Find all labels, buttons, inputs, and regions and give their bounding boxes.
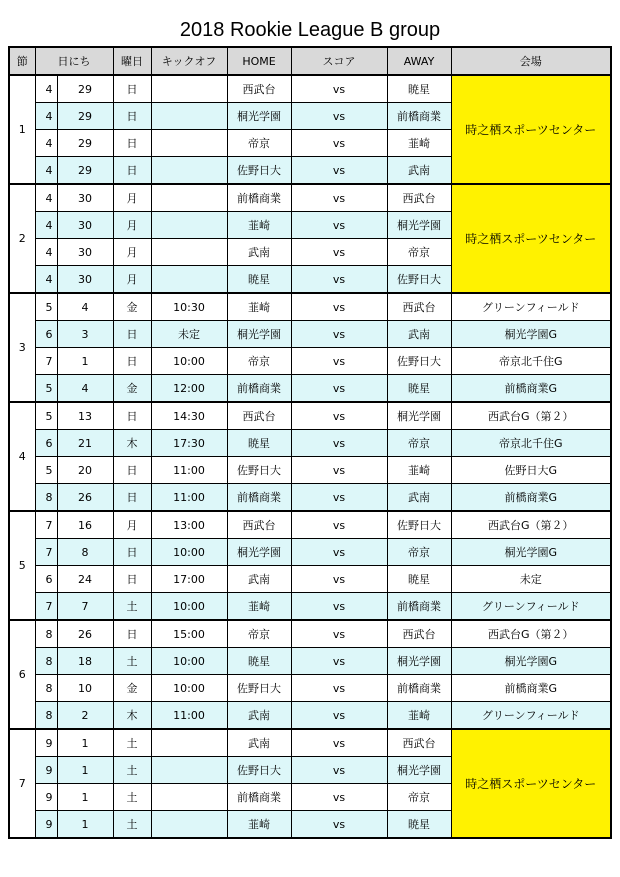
away-team: 帝京 (387, 539, 451, 566)
table-row (9, 375, 611, 403)
match-kickoff: 10:00 (151, 648, 227, 675)
away-team: 帝京 (387, 430, 451, 457)
away-team: 暁星 (387, 811, 451, 839)
home-team: 佐野日大 (227, 157, 291, 185)
match-month: 9 (35, 811, 57, 839)
table-row (9, 457, 611, 484)
venue: 前橋商業G (451, 484, 611, 512)
match-month: 4 (35, 103, 57, 130)
table-row (9, 511, 611, 539)
away-team: 武南 (387, 157, 451, 185)
match-weekday: 土 (113, 784, 151, 811)
venue-merged: 時之栖スポーツセンター (451, 184, 611, 293)
home-team: 桐光学園 (227, 321, 291, 348)
match-kickoff: 15:00 (151, 620, 227, 648)
match-month: 7 (35, 593, 57, 621)
home-team: 前橋商業 (227, 184, 291, 212)
schedule-table (8, 46, 612, 839)
match-day: 26 (57, 484, 113, 512)
match-kickoff (151, 184, 227, 212)
away-team: 佐野日大 (387, 511, 451, 539)
match-kickoff (151, 811, 227, 839)
match-kickoff: 未定 (151, 321, 227, 348)
venue: 西武台G（第２） (451, 511, 611, 539)
away-team: 桐光学園 (387, 757, 451, 784)
match-month: 4 (35, 239, 57, 266)
away-team: 桐光学園 (387, 648, 451, 675)
home-team: 西武台 (227, 402, 291, 430)
match-weekday: 月 (113, 184, 151, 212)
table-row (9, 321, 611, 348)
match-weekday: 金 (113, 675, 151, 702)
match-month: 6 (35, 566, 57, 593)
match-month: 8 (35, 484, 57, 512)
page-title: 2018 Rookie League B group (179, 19, 441, 41)
home-team: 前橋商業 (227, 484, 291, 512)
match-month: 4 (35, 75, 57, 103)
header-weekday: 曜日 (113, 47, 151, 75)
match-month: 6 (35, 321, 57, 348)
match-day: 18 (57, 648, 113, 675)
away-team: 武南 (387, 321, 451, 348)
away-team: 佐野日大 (387, 348, 451, 375)
match-day: 4 (57, 375, 113, 403)
score-vs: vs (291, 293, 387, 321)
venue: 帝京北千住G (451, 430, 611, 457)
score-vs: vs (291, 593, 387, 621)
home-team: 武南 (227, 729, 291, 757)
away-team: 前橋商業 (387, 103, 451, 130)
venue: 桐光学園G (451, 539, 611, 566)
score-vs: vs (291, 648, 387, 675)
match-month: 8 (35, 675, 57, 702)
match-weekday: 土 (113, 811, 151, 839)
match-day: 1 (57, 729, 113, 757)
home-team: 桐光学園 (227, 103, 291, 130)
header-venue: 会場 (451, 47, 611, 75)
home-team: 佐野日大 (227, 675, 291, 702)
match-day: 1 (57, 348, 113, 375)
score-vs: vs (291, 239, 387, 266)
match-kickoff (151, 130, 227, 157)
round-number: 1 (9, 75, 35, 184)
home-team: 韮崎 (227, 293, 291, 321)
match-month: 6 (35, 430, 57, 457)
match-day: 2 (57, 702, 113, 730)
match-month: 7 (35, 348, 57, 375)
score-vs: vs (291, 757, 387, 784)
match-kickoff (151, 103, 227, 130)
score-vs: vs (291, 266, 387, 294)
header-score: スコア (291, 47, 387, 75)
match-kickoff (151, 729, 227, 757)
home-team: 前橋商業 (227, 784, 291, 811)
score-vs: vs (291, 375, 387, 403)
away-team: 暁星 (387, 566, 451, 593)
home-team: 西武台 (227, 75, 291, 103)
match-kickoff: 17:30 (151, 430, 227, 457)
score-vs: vs (291, 103, 387, 130)
match-day: 26 (57, 620, 113, 648)
round-number: 2 (9, 184, 35, 293)
table-row (9, 620, 611, 648)
match-day: 29 (57, 130, 113, 157)
table-row (9, 675, 611, 702)
match-month: 5 (35, 402, 57, 430)
match-weekday: 金 (113, 375, 151, 403)
table-row (9, 348, 611, 375)
score-vs: vs (291, 620, 387, 648)
match-kickoff (151, 784, 227, 811)
match-day: 16 (57, 511, 113, 539)
venue: 未定 (451, 566, 611, 593)
away-team: 前橋商業 (387, 593, 451, 621)
away-team: 暁星 (387, 75, 451, 103)
home-team: 帝京 (227, 348, 291, 375)
venue: 前橋商業G (451, 375, 611, 403)
match-month: 5 (35, 293, 57, 321)
score-vs: vs (291, 457, 387, 484)
score-vs: vs (291, 675, 387, 702)
round-number: 3 (9, 293, 35, 402)
round-number: 4 (9, 402, 35, 511)
score-vs: vs (291, 702, 387, 730)
match-weekday: 木 (113, 430, 151, 457)
match-weekday: 日 (113, 348, 151, 375)
match-day: 1 (57, 811, 113, 839)
match-weekday: 日 (113, 620, 151, 648)
match-weekday: 日 (113, 539, 151, 566)
match-weekday: 木 (113, 702, 151, 730)
match-weekday: 金 (113, 293, 151, 321)
table-row (9, 402, 611, 430)
header-setsu: 節 (9, 47, 35, 75)
away-team: 西武台 (387, 293, 451, 321)
match-weekday: 土 (113, 648, 151, 675)
score-vs: vs (291, 75, 387, 103)
score-vs: vs (291, 566, 387, 593)
away-team: 佐野日大 (387, 266, 451, 294)
match-weekday: 日 (113, 566, 151, 593)
table-row (9, 702, 611, 730)
venue: グリーンフィールド (451, 293, 611, 321)
match-day: 3 (57, 321, 113, 348)
venue-merged: 時之栖スポーツセンター (451, 75, 611, 184)
match-weekday: 月 (113, 212, 151, 239)
venue: 西武台G（第２） (451, 620, 611, 648)
round-number: 7 (9, 729, 35, 838)
header-kickoff: キックオフ (151, 47, 227, 75)
score-vs: vs (291, 430, 387, 457)
match-kickoff (151, 75, 227, 103)
score-vs: vs (291, 729, 387, 757)
away-team: 前橋商業 (387, 675, 451, 702)
match-day: 29 (57, 157, 113, 185)
home-team: 暁星 (227, 648, 291, 675)
home-team: 韮崎 (227, 212, 291, 239)
match-kickoff: 10:00 (151, 675, 227, 702)
match-day: 24 (57, 566, 113, 593)
match-month: 7 (35, 511, 57, 539)
venue: 桐光学園G (451, 321, 611, 348)
match-kickoff: 10:00 (151, 593, 227, 621)
table-row (9, 293, 611, 321)
venue: 佐野日大G (451, 457, 611, 484)
match-kickoff: 10:30 (151, 293, 227, 321)
match-kickoff: 17:00 (151, 566, 227, 593)
match-day: 4 (57, 293, 113, 321)
table-row (9, 484, 611, 512)
venue: 桐光学園G (451, 648, 611, 675)
match-weekday: 日 (113, 157, 151, 185)
away-team: 西武台 (387, 184, 451, 212)
away-team: 武南 (387, 484, 451, 512)
match-day: 30 (57, 212, 113, 239)
match-weekday: 日 (113, 130, 151, 157)
match-weekday: 日 (113, 75, 151, 103)
venue: 前橋商業G (451, 675, 611, 702)
schedule-body (9, 75, 611, 838)
home-team: 桐光学園 (227, 539, 291, 566)
match-day: 10 (57, 675, 113, 702)
match-weekday: 土 (113, 593, 151, 621)
match-kickoff: 13:00 (151, 511, 227, 539)
home-team: 武南 (227, 702, 291, 730)
match-day: 20 (57, 457, 113, 484)
match-day: 7 (57, 593, 113, 621)
venue-merged: 時之栖スポーツセンター (451, 729, 611, 838)
match-weekday: 月 (113, 266, 151, 294)
venue: グリーンフィールド (451, 702, 611, 730)
home-team: 暁星 (227, 430, 291, 457)
match-kickoff (151, 239, 227, 266)
table-row (9, 75, 611, 103)
match-month: 4 (35, 157, 57, 185)
match-month: 7 (35, 539, 57, 566)
match-month: 9 (35, 784, 57, 811)
match-month: 4 (35, 130, 57, 157)
score-vs: vs (291, 402, 387, 430)
match-kickoff: 11:00 (151, 484, 227, 512)
table-row (9, 184, 611, 212)
match-day: 29 (57, 75, 113, 103)
venue: グリーンフィールド (451, 593, 611, 621)
match-day: 1 (57, 784, 113, 811)
match-day: 8 (57, 539, 113, 566)
away-team: 暁星 (387, 375, 451, 403)
match-day: 30 (57, 184, 113, 212)
match-month: 8 (35, 648, 57, 675)
score-vs: vs (291, 157, 387, 185)
venue: 帝京北千住G (451, 348, 611, 375)
home-team: 韮崎 (227, 593, 291, 621)
match-month: 5 (35, 375, 57, 403)
venue: 西武台G（第２） (451, 402, 611, 430)
round-number: 5 (9, 511, 35, 620)
score-vs: vs (291, 539, 387, 566)
home-team: 帝京 (227, 130, 291, 157)
away-team: 桐光学園 (387, 402, 451, 430)
home-team: 暁星 (227, 266, 291, 294)
header-away: AWAY (387, 47, 451, 75)
away-team: 韮崎 (387, 457, 451, 484)
home-team: 韮崎 (227, 811, 291, 839)
away-team: 韮崎 (387, 702, 451, 730)
header-row (9, 47, 611, 75)
score-vs: vs (291, 348, 387, 375)
match-day: 21 (57, 430, 113, 457)
away-team: 桐光学園 (387, 212, 451, 239)
home-team: 佐野日大 (227, 757, 291, 784)
home-team: 武南 (227, 566, 291, 593)
round-number: 6 (9, 620, 35, 729)
table-row (9, 566, 611, 593)
match-kickoff: 11:00 (151, 457, 227, 484)
match-weekday: 日 (113, 402, 151, 430)
away-team: 西武台 (387, 729, 451, 757)
table-row (9, 539, 611, 566)
match-kickoff: 12:00 (151, 375, 227, 403)
home-team: 西武台 (227, 511, 291, 539)
match-day: 29 (57, 103, 113, 130)
match-kickoff: 14:30 (151, 402, 227, 430)
match-day: 30 (57, 239, 113, 266)
table-row (9, 729, 611, 757)
score-vs: vs (291, 130, 387, 157)
match-day: 1 (57, 757, 113, 784)
match-month: 8 (35, 702, 57, 730)
away-team: 帝京 (387, 239, 451, 266)
match-month: 4 (35, 266, 57, 294)
header-date: 日にち (35, 47, 113, 75)
match-weekday: 土 (113, 729, 151, 757)
away-team: 帝京 (387, 784, 451, 811)
match-kickoff: 10:00 (151, 348, 227, 375)
match-weekday: 日 (113, 103, 151, 130)
match-month: 5 (35, 457, 57, 484)
match-weekday: 日 (113, 484, 151, 512)
score-vs: vs (291, 784, 387, 811)
table-row (9, 648, 611, 675)
header-home: HOME (227, 47, 291, 75)
match-day: 30 (57, 266, 113, 294)
match-month: 4 (35, 212, 57, 239)
score-vs: vs (291, 184, 387, 212)
match-month: 8 (35, 620, 57, 648)
score-vs: vs (291, 811, 387, 839)
match-kickoff (151, 212, 227, 239)
table-row (9, 430, 611, 457)
table-row (9, 593, 611, 621)
match-day: 13 (57, 402, 113, 430)
match-month: 4 (35, 184, 57, 212)
away-team: 西武台 (387, 620, 451, 648)
match-weekday: 日 (113, 457, 151, 484)
match-kickoff (151, 757, 227, 784)
away-team: 韮崎 (387, 130, 451, 157)
home-team: 前橋商業 (227, 375, 291, 403)
match-kickoff: 11:00 (151, 702, 227, 730)
match-weekday: 月 (113, 511, 151, 539)
home-team: 帝京 (227, 620, 291, 648)
match-weekday: 日 (113, 321, 151, 348)
score-vs: vs (291, 321, 387, 348)
match-month: 9 (35, 757, 57, 784)
match-weekday: 土 (113, 757, 151, 784)
match-kickoff: 10:00 (151, 539, 227, 566)
score-vs: vs (291, 484, 387, 512)
score-vs: vs (291, 511, 387, 539)
home-team: 佐野日大 (227, 457, 291, 484)
match-kickoff (151, 266, 227, 294)
match-weekday: 月 (113, 239, 151, 266)
match-month: 9 (35, 729, 57, 757)
score-vs: vs (291, 212, 387, 239)
match-kickoff (151, 157, 227, 185)
home-team: 武南 (227, 239, 291, 266)
